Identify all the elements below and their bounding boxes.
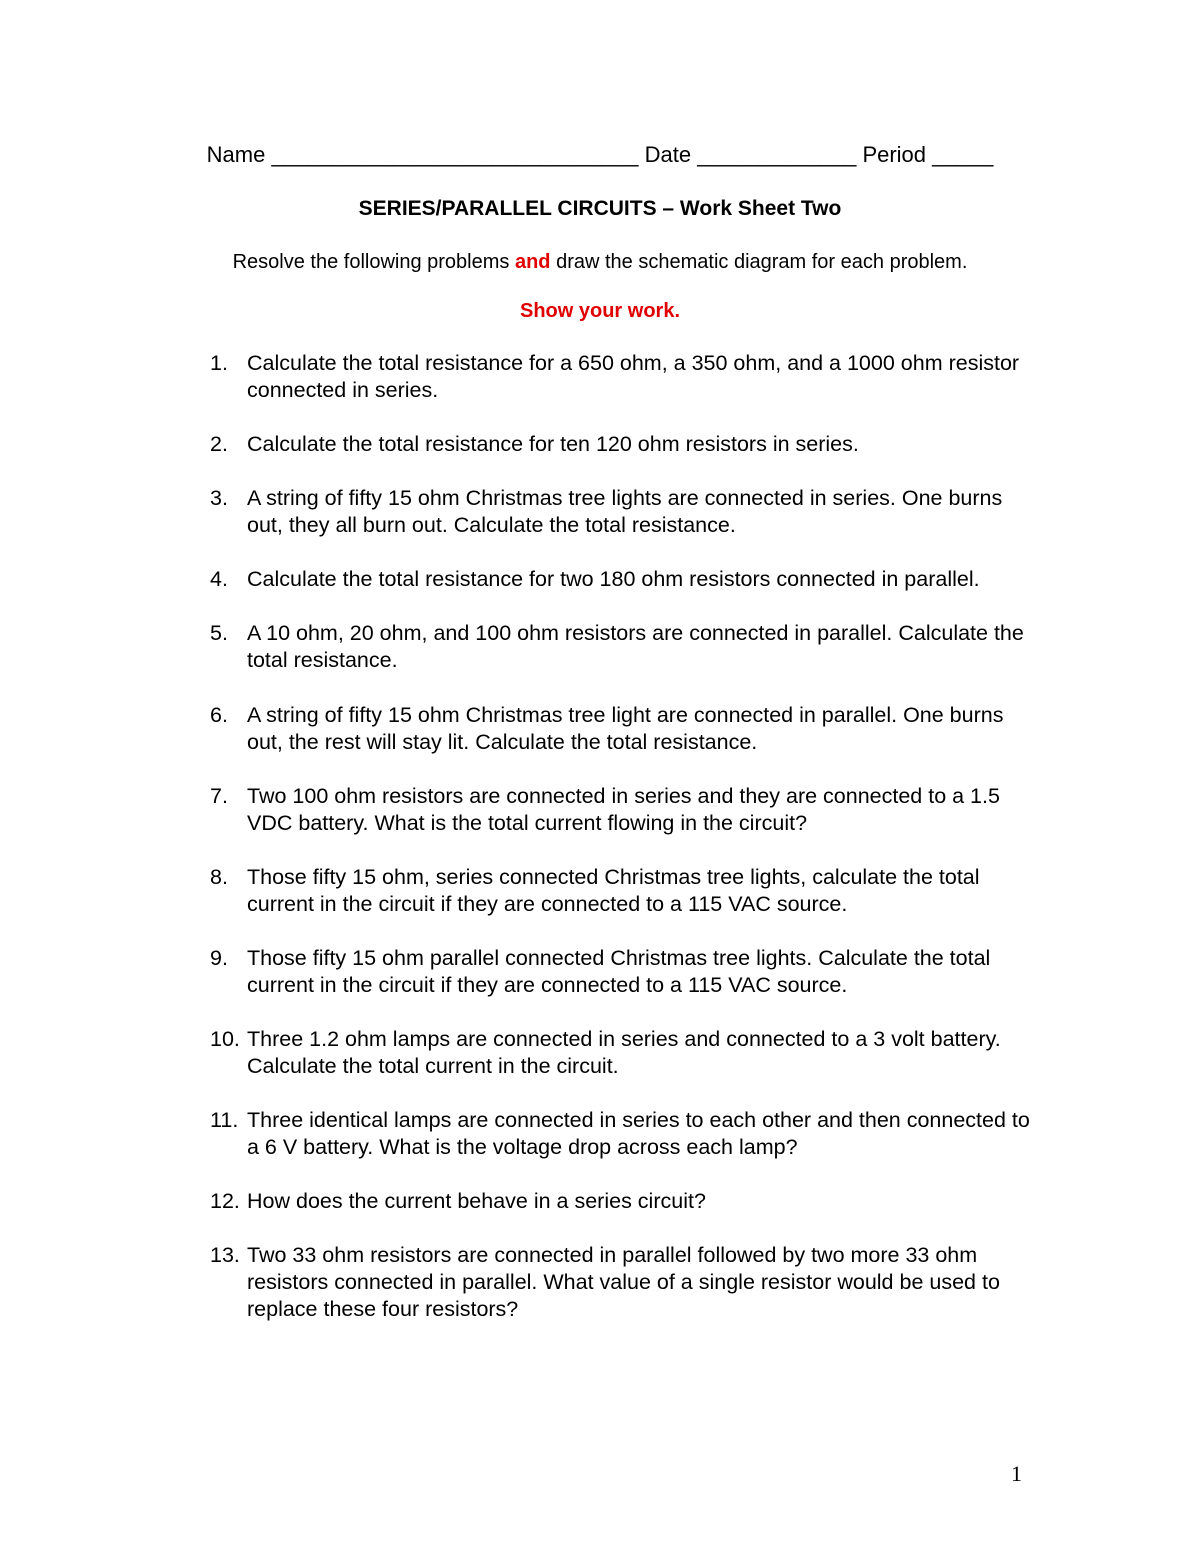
instructions-emphasis: and xyxy=(514,251,551,273)
question-9 xyxy=(210,945,1030,999)
page-number: 1 xyxy=(1011,1461,1022,1486)
question-7 xyxy=(210,783,1030,837)
question-text: How does the current behave in a series circuit? xyxy=(247,1189,706,1213)
question-number: 13. xyxy=(210,1243,240,1267)
question-text: Those fifty 15 ohm parallel connected Christmas tree lights. Calculate the total current in the circuit if they are connected to a 115 VAC source. xyxy=(247,946,991,997)
question-text: A 10 ohm, 20 ohm, and 100 ohm resistors are connected in parallel. Calculate the total resistance. xyxy=(247,621,1024,672)
question-12 xyxy=(210,1188,1030,1215)
question-text: Two 33 ohm resistors are connected in parallel followed by two more 33 ohm resistors connected in parallel. What value of a single resistor would be used to replace these four resistors? xyxy=(247,1243,1000,1321)
question-text: A string of fifty 15 ohm Christmas tree light are connected in parallel. One burns out, the rest will stay lit. Calculate the total resistance. xyxy=(247,703,1004,754)
question-5 xyxy=(210,620,1030,674)
question-number: 12. xyxy=(210,1189,240,1213)
question-number: 10. xyxy=(210,1027,240,1051)
question-text: Two 100 ohm resistors are connected in series and they are connected to a 1.5 VDC battery. What is the total current flowing in the circuit? xyxy=(247,784,1000,835)
question-text: Calculate the total resistance for ten 120 ohm resistors in series. xyxy=(247,432,859,456)
question-text: A string of fifty 15 ohm Christmas tree lights are connected in series. One burns out, they all burn out. Calculate the total resistance. xyxy=(247,486,1003,537)
question-number: 11. xyxy=(210,1108,239,1132)
question-11 xyxy=(210,1107,1030,1161)
question-6 xyxy=(210,702,1030,756)
period-blank: _____ xyxy=(932,142,994,167)
show-work-note: Show your work. xyxy=(519,300,681,322)
question-8 xyxy=(210,864,1030,918)
date-blank: _____________ xyxy=(697,142,857,167)
question-number: 6. xyxy=(210,703,228,727)
worksheet-title: SERIES/PARALLEL CIRCUITS – Work Sheet Two xyxy=(358,197,842,220)
name-label: Name xyxy=(206,142,266,167)
question-number: 2. xyxy=(210,432,228,456)
date-label: Date xyxy=(644,142,692,167)
question-text: Three 1.2 ohm lamps are connected in series and connected to a 3 volt battery. Calculate the total current in the circuit. xyxy=(247,1027,1001,1078)
question-3 xyxy=(210,485,1030,539)
question-number: 3. xyxy=(210,486,228,510)
question-1 xyxy=(210,350,1030,404)
question-number: 4. xyxy=(210,567,228,591)
question-10 xyxy=(210,1026,1030,1080)
question-2 xyxy=(210,431,1030,458)
student-info-line xyxy=(0,142,1200,168)
question-number: 1. xyxy=(210,351,228,375)
instructions xyxy=(0,251,1200,274)
question-text: Calculate the total resistance for a 650 ohm, a 350 ohm, and a 1000 ohm resistor connected in series. xyxy=(247,351,1020,402)
question-text: Calculate the total resistance for two 180 ohm resistors connected in parallel. xyxy=(247,567,980,591)
question-text: Those fifty 15 ohm, series connected Christmas tree lights, calculate the total current in the circuit if they are connected to a 115 VAC source. xyxy=(247,865,980,916)
question-text: Three identical lamps are connected in series to each other and then connected to a 6 V battery. What is the voltage drop across each lamp? xyxy=(247,1108,1030,1159)
question-number: 7. xyxy=(210,784,228,808)
question-number: 9. xyxy=(210,946,228,970)
question-number: 5. xyxy=(210,621,228,645)
instructions-part1: Resolve the following problems xyxy=(232,251,515,273)
instructions-part2: draw the schematic diagram for each problem. xyxy=(550,251,968,273)
question-4 xyxy=(210,566,1030,593)
period-label: Period xyxy=(862,142,927,167)
question-number: 8. xyxy=(210,865,228,889)
question-13 xyxy=(210,1242,1030,1323)
name-blank: ______________________________ xyxy=(271,142,639,167)
